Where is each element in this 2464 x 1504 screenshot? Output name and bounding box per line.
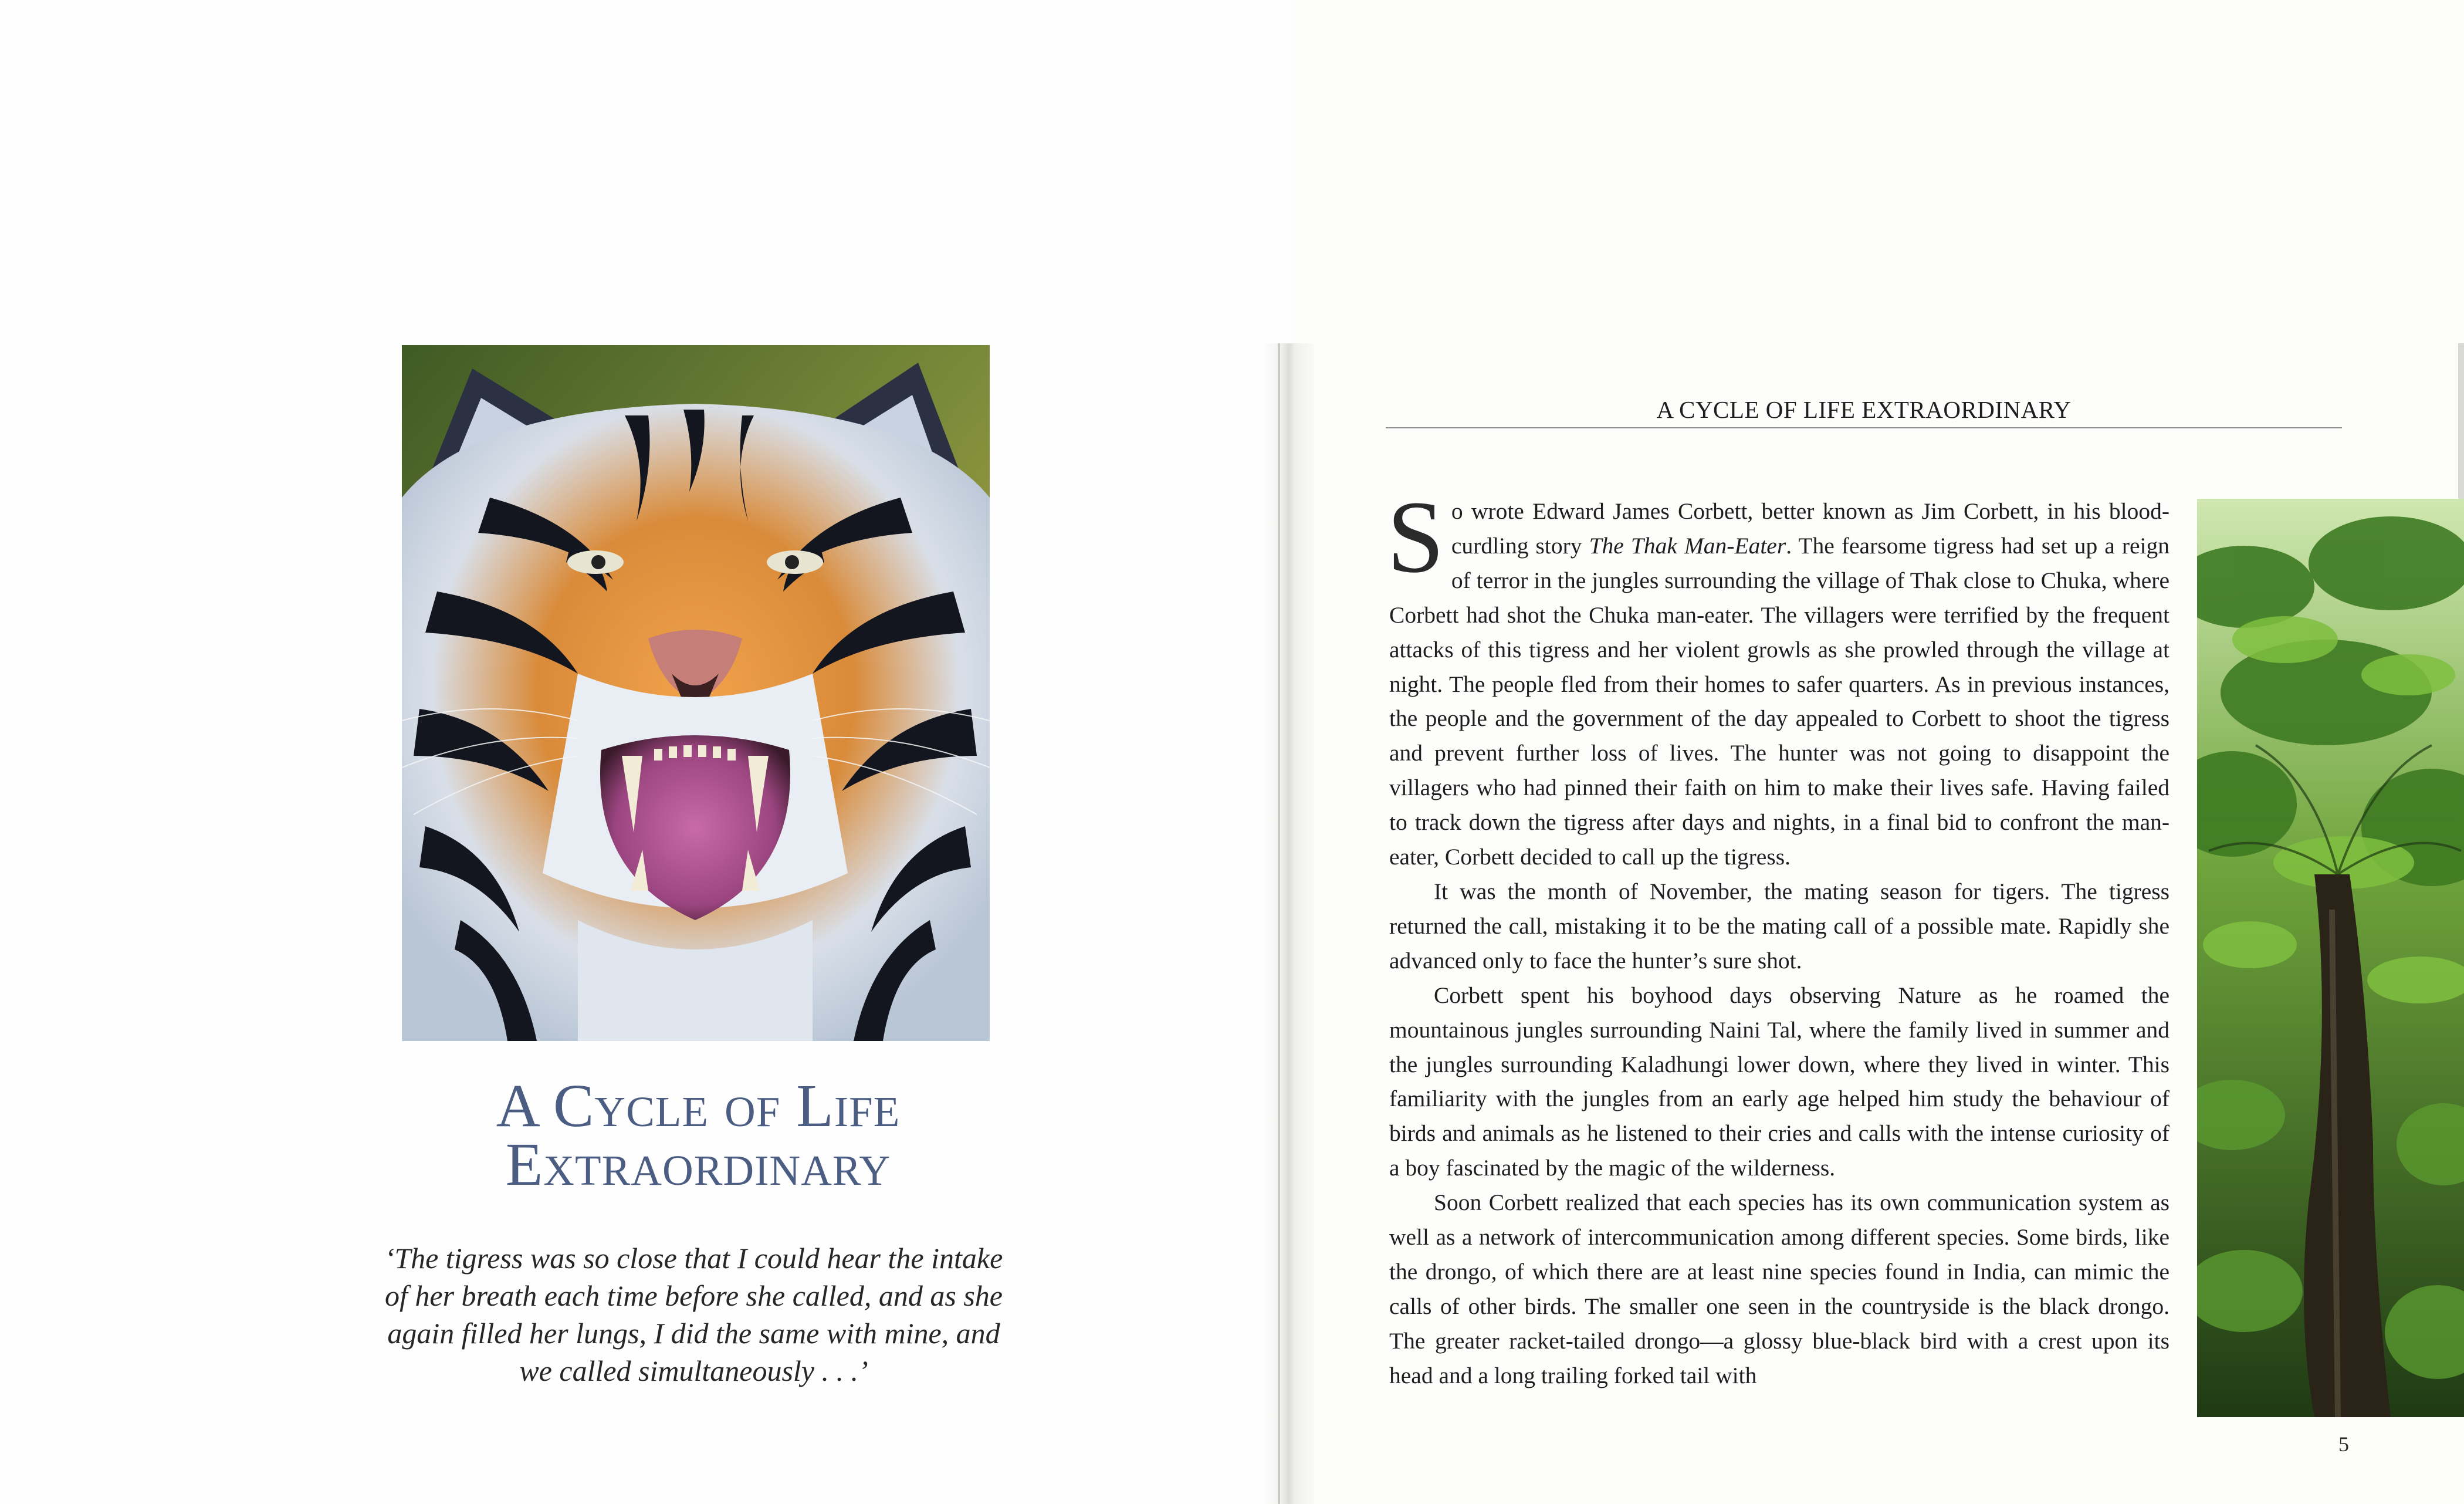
chapter-title-line-2: Extraordinary xyxy=(505,1131,891,1198)
book-gutter xyxy=(1261,343,1314,1504)
body-text xyxy=(1387,480,2169,1393)
tiger-photo xyxy=(402,345,990,1041)
running-head: A CYCLE OF LIFE EXTRAORDINARY xyxy=(1656,396,2072,423)
paragraph-1-text-b: . The fearsome tigress had set up a reign of terror in the jungles surrounding the village of Thak close to Chuka, where Corbett had shot the Chuka man-eater. The villagers were terrified by the frequent attacks of this tigress and her violent growls as she prowled through the village at night. The people fled from their homes to safer quarters. As in previous instances, the people and the government of the day appealed to Corbett to shoot the tigress and prevent further loss of lives. The hunter was not going to disappoint the villagers who had pinned their faith on him to make their lives safe. Having failed to track down the tigress after days and nights, in a final bid to confront the man-eater, Corbett decided to call up the tigress. xyxy=(1389,532,2169,870)
drop-cap: S xyxy=(1387,480,1444,594)
paragraph-2: It was the month of November, the mating season for tigers. The tigress returned the call, mistaking it to be the mating call of a possible mate. Rapidly she advanced only to face the hunter’s sure shot. xyxy=(1389,878,2169,974)
gutter-crease xyxy=(1278,343,1280,1504)
running-head-rule xyxy=(1386,427,2342,428)
epigraph-quote: ‘The tigress was so close that I could hear the intake of her breath each time before she called, and as she again filled her lungs, I did the same with mine, and we called simultaneously . . .’ xyxy=(384,1242,1003,1387)
paragraph-4: Soon Corbett realized that each species has its own communication system as well as a network of intercommunication among different species. Some birds, like the drongo, of which there are at least nine species found in India, can mimic the calls of other birds. The smaller one seen in the countryside is the black drongo. The greater racket-tailed drongo—a glossy blue-black bird with a crest upon its head and a long trailing forked tail with xyxy=(1389,1189,2169,1388)
paragraph-1-text-a: o wrote Edward James Corbett, better known as Jim Corbett, in his blood-curdling story xyxy=(1451,498,2169,559)
tree-fern-illustration xyxy=(2197,499,2464,1417)
tiger-illustration xyxy=(402,345,990,1041)
chapter-title xyxy=(352,1072,1044,1198)
paragraph-1 xyxy=(1387,480,2169,874)
forest-photo xyxy=(2197,499,2464,1417)
chapter-title-line-1: A Cycle of Life xyxy=(496,1072,901,1140)
story-title: The Thak Man-Eater xyxy=(1589,532,1786,559)
page-number: 5 xyxy=(2338,1432,2349,1456)
paragraph-3: Corbett spent his boyhood days observing Nature as he roamed the mountainous jungles surrounding Naini Tal, where the family lived in summer and the jungles surrounding Kaladhungi lower down, where they lived in winter. This familiarity with the jungles from an early age helped him study the behaviour of birds and animals as he listened to their cries and calls with the intense curiosity of a boy fascinated by the magic of the wilderness. xyxy=(1389,982,2169,1181)
